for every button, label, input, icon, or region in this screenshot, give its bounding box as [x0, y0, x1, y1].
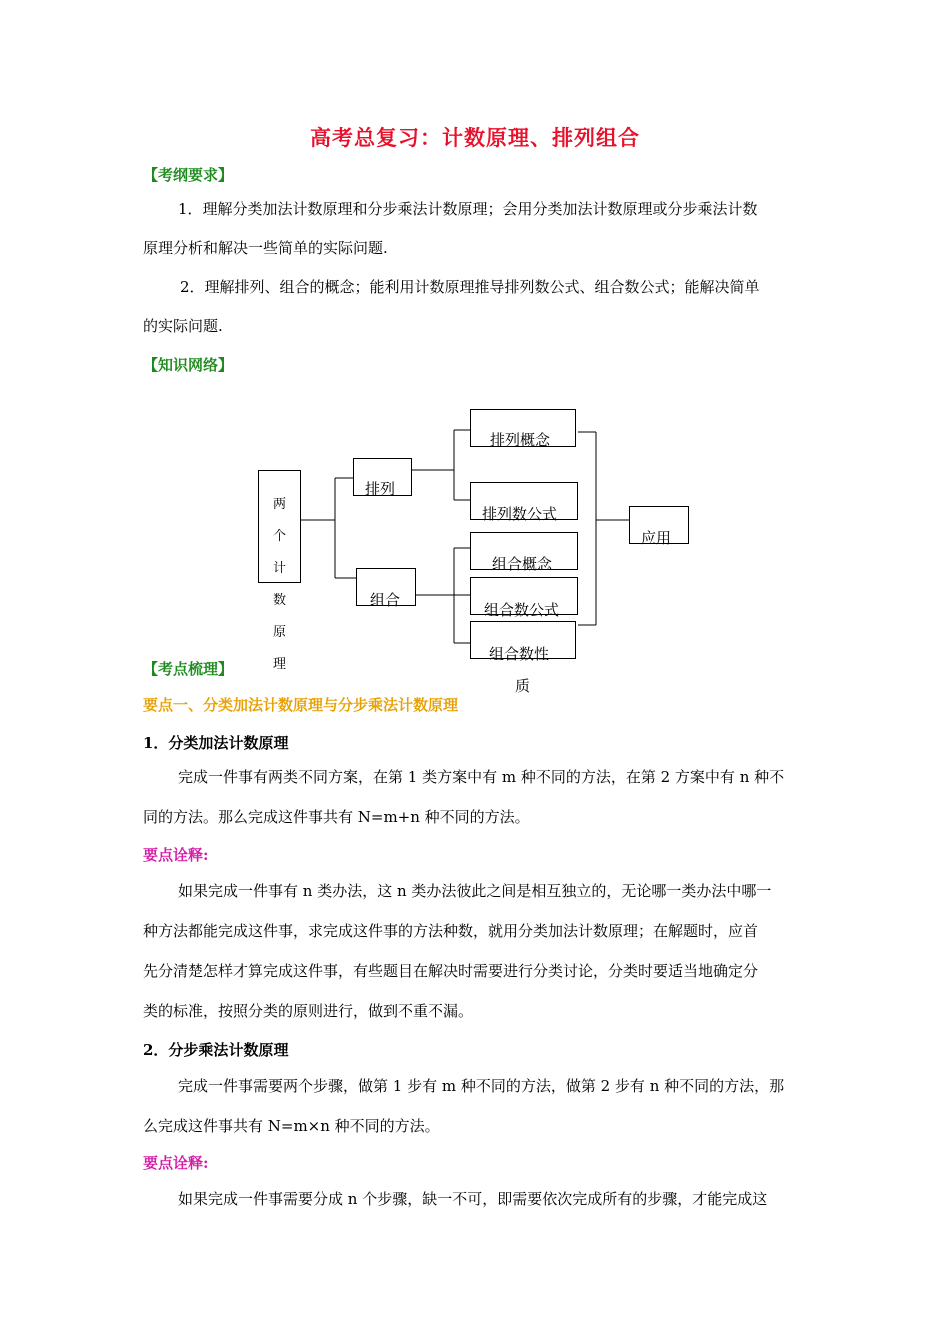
pailie-gainian-label: 排列概念 — [490, 431, 551, 449]
note2-label: 要点诠释: — [143, 1154, 209, 1172]
root-char: 计 — [273, 561, 287, 576]
syllabus-item1-line2: 原理分析和解决一些简单的实际问题. — [143, 239, 388, 257]
note1-line4: 类的标准，按照分类的原则进行，做到不重不漏。 — [143, 1002, 474, 1020]
zuhe-box — [356, 568, 416, 609]
network-header: 【知识网络】 — [143, 356, 234, 374]
sub1-line1: 完成一件事有两类不同方案，在第 1 类方案中有 m 种不同的方法，在第 2 方案中有 n 种不 — [178, 768, 785, 786]
note1-line1: 如果完成一件事有 n 类办法，这 n 类办法彼此之间是相互独立的，无论哪一类办法中哪一 — [178, 882, 772, 900]
syllabus-item1-line1: 1．理解分类加法计数原理和分步乘法计数原理；会用分类加法计数原理或分步乘法计数 — [178, 200, 758, 218]
pailie-gainian-box — [470, 409, 576, 447]
syllabus-item2-line2: 的实际问题. — [143, 317, 223, 335]
pailie-gongshi-box — [470, 482, 578, 523]
points-header: 【考点梳理】 — [143, 660, 234, 678]
zuhe-xingzhi-label: 组合数性 — [489, 645, 550, 663]
zuhe-label: 组合 — [370, 591, 401, 609]
pailie-label: 排列 — [365, 480, 396, 498]
sub2-line1: 完成一件事需要两个步骤，做第 1 步有 m 种不同的方法，做第 2 步有 n 种不同的方法，那 — [178, 1077, 785, 1095]
zuhe-gainian-box — [470, 532, 578, 573]
root-char: 数 — [273, 593, 287, 608]
zuhe-xingzhi-label-cont: 质 — [515, 677, 531, 695]
sub2-title: 2．分步乘法计数原理 — [143, 1041, 289, 1059]
note2-line1: 如果完成一件事需要分成 n 个步骤，缺一不可，即需要依次完成所有的步骤，才能完成这 — [178, 1190, 768, 1208]
syllabus-item2-line1: 2．理解排列、组合的概念；能利用计数原理推导排列数公式、组合数公式；能解决简单 — [180, 278, 760, 296]
pailie-gongshi-label: 排列数公式 — [482, 505, 558, 523]
yingyong-label: 应用 — [641, 529, 672, 547]
pailie-box — [353, 458, 412, 496]
sub1-line2: 同的方法。那么完成这件事共有 N=m+n 种不同的方法。 — [143, 808, 530, 826]
yingyong-box — [629, 506, 689, 547]
sub1-title: 1．分类加法计数原理 — [143, 734, 289, 752]
zuhe-xingzhi-box — [470, 621, 576, 663]
page-title: 高考总复习：计数原理、排列组合 — [310, 125, 640, 150]
note1-label: 要点诠释: — [143, 846, 209, 864]
zuhe-gongshi-box — [470, 577, 578, 619]
sub2-line2: 么完成这件事共有 N=m×n 种不同的方法。 — [143, 1117, 440, 1135]
zuhe-gongshi-label: 组合数公式 — [484, 601, 560, 619]
point1-heading: 要点一、分类加法计数原理与分步乘法计数原理 — [143, 696, 459, 714]
root-char: 理 — [273, 657, 287, 672]
zuhe-gainian-label: 组合概念 — [492, 555, 553, 573]
root-char: 原 — [273, 625, 287, 640]
root-char: 个 — [273, 529, 287, 544]
root-char: 两 — [273, 497, 287, 512]
syllabus-header: 【考纲要求】 — [143, 166, 234, 184]
note1-line2: 种方法都能完成这件事，求完成这件事的方法种数，就用分类加法计数原理；在解题时，应首 — [143, 922, 759, 940]
note1-line3: 先分清楚怎样才算完成这件事，有些题目在解决时需要进行分类讨论，分类时要适当地确定分 — [143, 962, 759, 980]
